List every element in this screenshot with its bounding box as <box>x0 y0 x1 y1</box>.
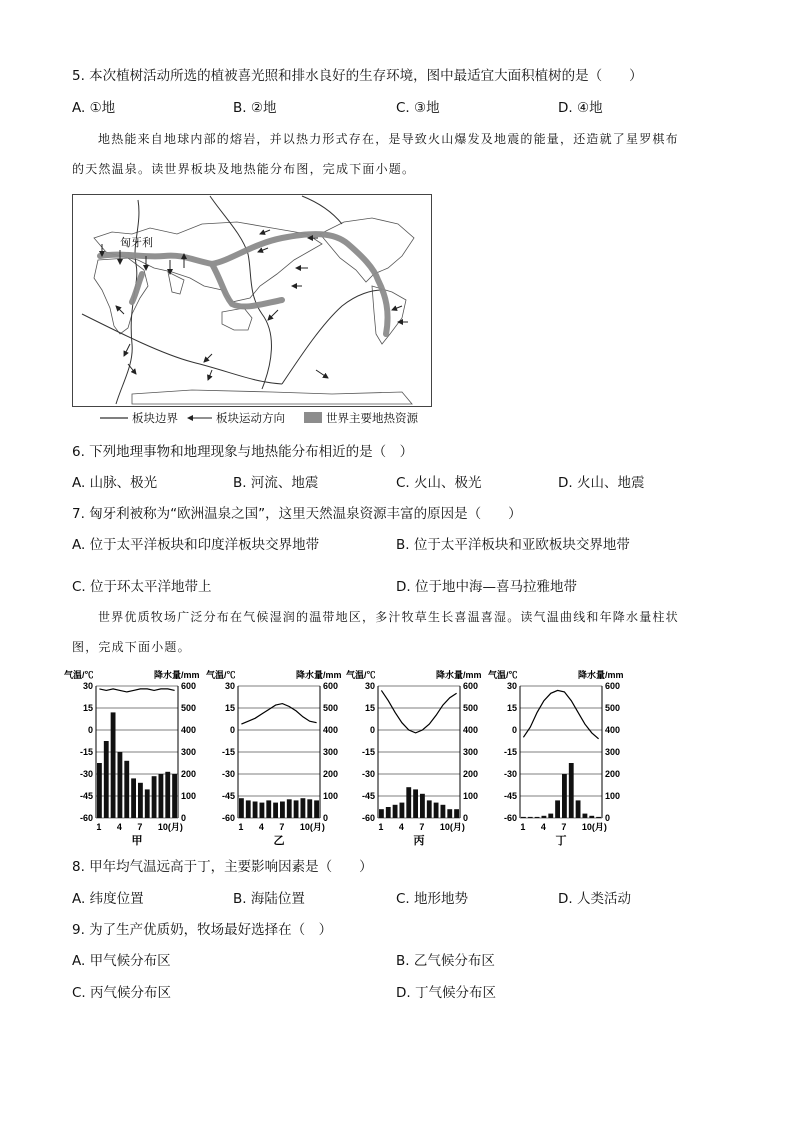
chart-tick-left: -45 <box>79 791 93 801</box>
chart-tick-right: 600 <box>463 681 479 691</box>
passage-geothermal-line1: 地热能来自地球内部的熔岩，并以热力形式存在，是导致火山爆发及地震的能量，还造就了星罗棋布 <box>98 132 679 146</box>
chart-tick-left: -30 <box>503 769 517 779</box>
chart-tick-left: 15 <box>364 703 375 713</box>
chart-tick-left: -45 <box>361 791 375 801</box>
chart-name: 丁 <box>555 835 567 847</box>
chart-tick-left: -30 <box>79 769 93 779</box>
chart-ylabel-right: 降水量/mm <box>154 670 200 680</box>
precipitation-bar <box>542 816 547 818</box>
q9-option-b: B. 乙气候分布区 <box>396 953 495 969</box>
precipitation-bar <box>273 803 278 818</box>
q6-option-a: A. 山脉、极光 <box>72 475 158 491</box>
precipitation-bar <box>131 778 136 818</box>
precipitation-bar <box>266 800 271 818</box>
chart-tick-right: 400 <box>463 725 479 735</box>
chart-tick-right: 100 <box>605 791 621 801</box>
chart-tick-month: 4 <box>540 822 546 832</box>
q8-option-b: B. 海陆位置 <box>233 891 305 907</box>
chart-tick-right: 200 <box>181 769 197 779</box>
chart-tick-month: 4 <box>258 822 264 832</box>
q9-option-c: C. 丙气候分布区 <box>72 985 172 1001</box>
q5-option-c: C. ③地 <box>396 100 440 116</box>
precipitation-bar <box>111 712 116 818</box>
chart-tick-right: 300 <box>181 747 197 757</box>
precipitation-bar <box>294 800 299 818</box>
q5-stem: 5. 本次植树活动所选的植被喜光照和排水良好的生存环境，图中最适宜大面积植树的是（ ） <box>72 68 643 84</box>
chart-tick-left: 30 <box>506 681 517 691</box>
chart-tick-left: -45 <box>503 791 517 801</box>
precipitation-bar <box>172 774 177 818</box>
chart-tick-right: 200 <box>605 769 621 779</box>
chart-tick-left: -60 <box>79 813 93 823</box>
chart-tick-month: 10(月) <box>299 822 325 832</box>
chart-tick-left: 30 <box>364 681 375 691</box>
precipitation-bar <box>521 817 526 818</box>
chart-tick-right: 400 <box>181 725 197 735</box>
precipitation-bar <box>379 809 384 818</box>
chart-tick-right: 0 <box>463 813 469 823</box>
precipitation-bar <box>239 798 244 818</box>
chart-tick-month: 10(月) <box>581 822 607 832</box>
precipitation-bar <box>307 799 312 818</box>
chart-tick-left: 0 <box>511 725 517 735</box>
chart-ylabel-left: 气温/℃ <box>346 670 376 680</box>
chart-tick-left: 0 <box>369 725 375 735</box>
chart-tick-left: -15 <box>503 747 517 757</box>
precipitation-bar <box>104 741 109 818</box>
legend-boundary-label: 板块边界 <box>132 413 178 425</box>
chart-name: 丙 <box>413 835 425 847</box>
world-plate-geothermal-map <box>72 194 434 430</box>
chart-tick-right: 100 <box>323 791 339 801</box>
passage-pasture-line2: 图，完成下面小题。 <box>72 640 191 654</box>
precipitation-bar <box>159 774 164 818</box>
chart-tick-left: 30 <box>224 681 235 691</box>
chart-tick-month: 4 <box>398 822 404 832</box>
chart-ylabel-left: 气温/℃ <box>206 670 236 680</box>
precipitation-bar <box>301 798 306 818</box>
precipitation-bar <box>152 776 157 818</box>
chart-tick-right: 0 <box>323 813 329 823</box>
q8-option-d: D. 人类活动 <box>558 891 631 907</box>
precipitation-bar <box>386 807 391 818</box>
precipitation-bar <box>145 789 150 818</box>
q9-option-d: D. 丁气候分布区 <box>396 985 496 1001</box>
precipitation-bar <box>420 794 425 818</box>
chart-tick-right: 100 <box>463 791 479 801</box>
precipitation-bar <box>555 800 560 818</box>
precipitation-bar <box>569 763 574 818</box>
chart-tick-left: 30 <box>82 681 93 691</box>
chart-tick-right: 500 <box>323 703 339 713</box>
precipitation-bar <box>535 817 540 818</box>
precipitation-bar <box>138 783 143 818</box>
chart-tick-right: 200 <box>323 769 339 779</box>
chart-tick-right: 300 <box>323 747 339 757</box>
chart-tick-right: 600 <box>323 681 339 691</box>
precipitation-bar <box>165 772 170 818</box>
chart-ylabel-right: 降水量/mm <box>296 670 342 680</box>
precipitation-bar <box>447 809 452 818</box>
precipitation-bar <box>406 787 411 818</box>
precipitation-bar <box>434 803 439 818</box>
q7-option-d: D. 位于地中海—喜马拉雅地带 <box>396 579 577 595</box>
passage-geothermal <box>72 124 732 184</box>
q8-option-c: C. 地形地势 <box>396 891 469 907</box>
chart-tick-right: 100 <box>181 791 197 801</box>
passage-pasture <box>72 602 732 662</box>
chart-tick-month: 7 <box>137 822 143 832</box>
precipitation-bar <box>427 800 432 818</box>
chart-tick-right: 0 <box>181 813 187 823</box>
q8-stem: 8. 甲年均气温远高于丁，主要影响因素是（ ） <box>72 859 373 875</box>
chart-tick-right: 600 <box>181 681 197 691</box>
chart-tick-left: -60 <box>503 813 517 823</box>
q9-option-a: A. 甲气候分布区 <box>72 953 171 969</box>
q6-stem: 6. 下列地理事物和地理现象与地热能分布相近的是（ ） <box>72 444 414 460</box>
q6-option-b: B. 河流、地震 <box>233 475 319 491</box>
temperature-line <box>381 690 456 733</box>
chart-tick-left: -45 <box>221 791 235 801</box>
chart-tick-left: 0 <box>87 725 93 735</box>
chart-tick-month: 1 <box>520 822 526 832</box>
precipitation-bar <box>441 805 446 818</box>
chart-tick-left: -15 <box>79 747 93 757</box>
precipitation-bar <box>576 800 581 818</box>
precipitation-bar <box>528 817 533 818</box>
chart-tick-right: 500 <box>463 703 479 713</box>
legend-direction-label: 板块运动方向 <box>216 413 285 425</box>
precipitation-bar <box>280 802 285 819</box>
chart-tick-right: 600 <box>605 681 621 691</box>
chart-tick-right: 300 <box>605 747 621 757</box>
precipitation-bar <box>314 800 319 818</box>
chart-tick-month: 1 <box>96 822 102 832</box>
passage-geothermal-line2: 的天然温泉。读世界板块及地热能分布图，完成下面小题。 <box>72 162 416 176</box>
q6-option-d: D. 火山、地震 <box>558 475 645 491</box>
chart-tick-left: -15 <box>361 747 375 757</box>
q5-option-b: B. ②地 <box>233 100 277 116</box>
chart-tick-month: 10(月) <box>157 822 183 832</box>
chart-tick-month: 1 <box>378 822 384 832</box>
chart-tick-right: 500 <box>181 703 197 713</box>
chart-tick-left: 15 <box>82 703 93 713</box>
precipitation-bar <box>548 814 553 818</box>
chart-tick-right: 0 <box>605 813 611 823</box>
precipitation-bar <box>454 809 459 818</box>
chart-tick-month: 7 <box>279 822 285 832</box>
precipitation-bar <box>413 789 418 818</box>
precipitation-bar <box>400 803 405 818</box>
label-hungary: 匈牙利 <box>120 237 153 249</box>
chart-tick-right: 400 <box>323 725 339 735</box>
chart-tick-right: 300 <box>463 747 479 757</box>
chart-ylabel-right: 降水量/mm <box>436 670 482 680</box>
legend-geothermal-symbol <box>304 412 322 423</box>
q7-stem: 7. 匈牙利被称为“欧洲温泉之国”，这里天然温泉资源丰富的原因是（ ） <box>72 506 522 522</box>
chart-tick-left: -60 <box>221 813 235 823</box>
q8-option-a: A. 纬度位置 <box>72 891 144 907</box>
precipitation-bar <box>287 799 292 818</box>
chart-tick-left: 0 <box>229 725 235 735</box>
chart-tick-right: 400 <box>605 725 621 735</box>
precipitation-bar <box>246 800 251 818</box>
chart-tick-month: 1 <box>238 822 244 832</box>
chart-tick-right: 500 <box>605 703 621 713</box>
q6-option-c: C. 火山、极光 <box>396 475 482 491</box>
chart-name: 乙 <box>273 835 285 847</box>
q7-option-a: A. 位于太平洋板块和印度洋板块交界地带 <box>72 537 320 553</box>
chart-tick-month: 7 <box>561 822 567 832</box>
passage-pasture-line1: 世界优质牧场广泛分布在气候湿润的温带地区，多汁牧草生长喜温喜湿。读气温曲线和年降水量柱状 <box>98 610 679 624</box>
precipitation-bar <box>393 805 398 818</box>
legend-geothermal-label: 世界主要地热资源 <box>326 413 418 425</box>
precipitation-bar <box>253 802 258 819</box>
chart-tick-month: 7 <box>419 822 425 832</box>
chart-name: 甲 <box>131 835 143 847</box>
precipitation-bar <box>97 763 102 818</box>
chart-tick-left: -30 <box>221 769 235 779</box>
chart-tick-month: 10(月) <box>439 822 465 832</box>
precipitation-bar <box>124 761 129 818</box>
chart-tick-month: 4 <box>116 822 122 832</box>
climate-charts <box>60 664 640 854</box>
q5-option-d: D. ④地 <box>558 100 603 116</box>
temperature-line <box>523 690 598 738</box>
chart-tick-left: 15 <box>506 703 517 713</box>
q7-option-c: C. 位于环太平洋地带上 <box>72 579 212 595</box>
chart-ylabel-left: 气温/℃ <box>64 670 94 680</box>
temperature-line <box>99 689 174 692</box>
chart-tick-right: 200 <box>463 769 479 779</box>
map-legend <box>100 411 418 425</box>
q9-stem: 9. 为了生产优质奶，牧场最好选择在（ ） <box>72 922 333 938</box>
precipitation-bar <box>589 816 594 818</box>
chart-tick-left: 15 <box>224 703 235 713</box>
chart-tick-left: -15 <box>221 747 235 757</box>
precipitation-bar <box>562 774 567 818</box>
precipitation-bar <box>583 814 588 818</box>
precipitation-bar <box>596 817 601 818</box>
q7-option-b: B. 位于太平洋板块和亚欧板块交界地带 <box>396 537 630 553</box>
chart-tick-left: -30 <box>361 769 375 779</box>
precipitation-bar <box>118 752 123 818</box>
temperature-line <box>241 704 316 725</box>
chart-ylabel-right: 降水量/mm <box>578 670 624 680</box>
q5-option-a: A. ①地 <box>72 100 116 116</box>
chart-ylabel-left: 气温/℃ <box>488 670 518 680</box>
chart-tick-left: -60 <box>361 813 375 823</box>
precipitation-bar <box>260 803 265 818</box>
